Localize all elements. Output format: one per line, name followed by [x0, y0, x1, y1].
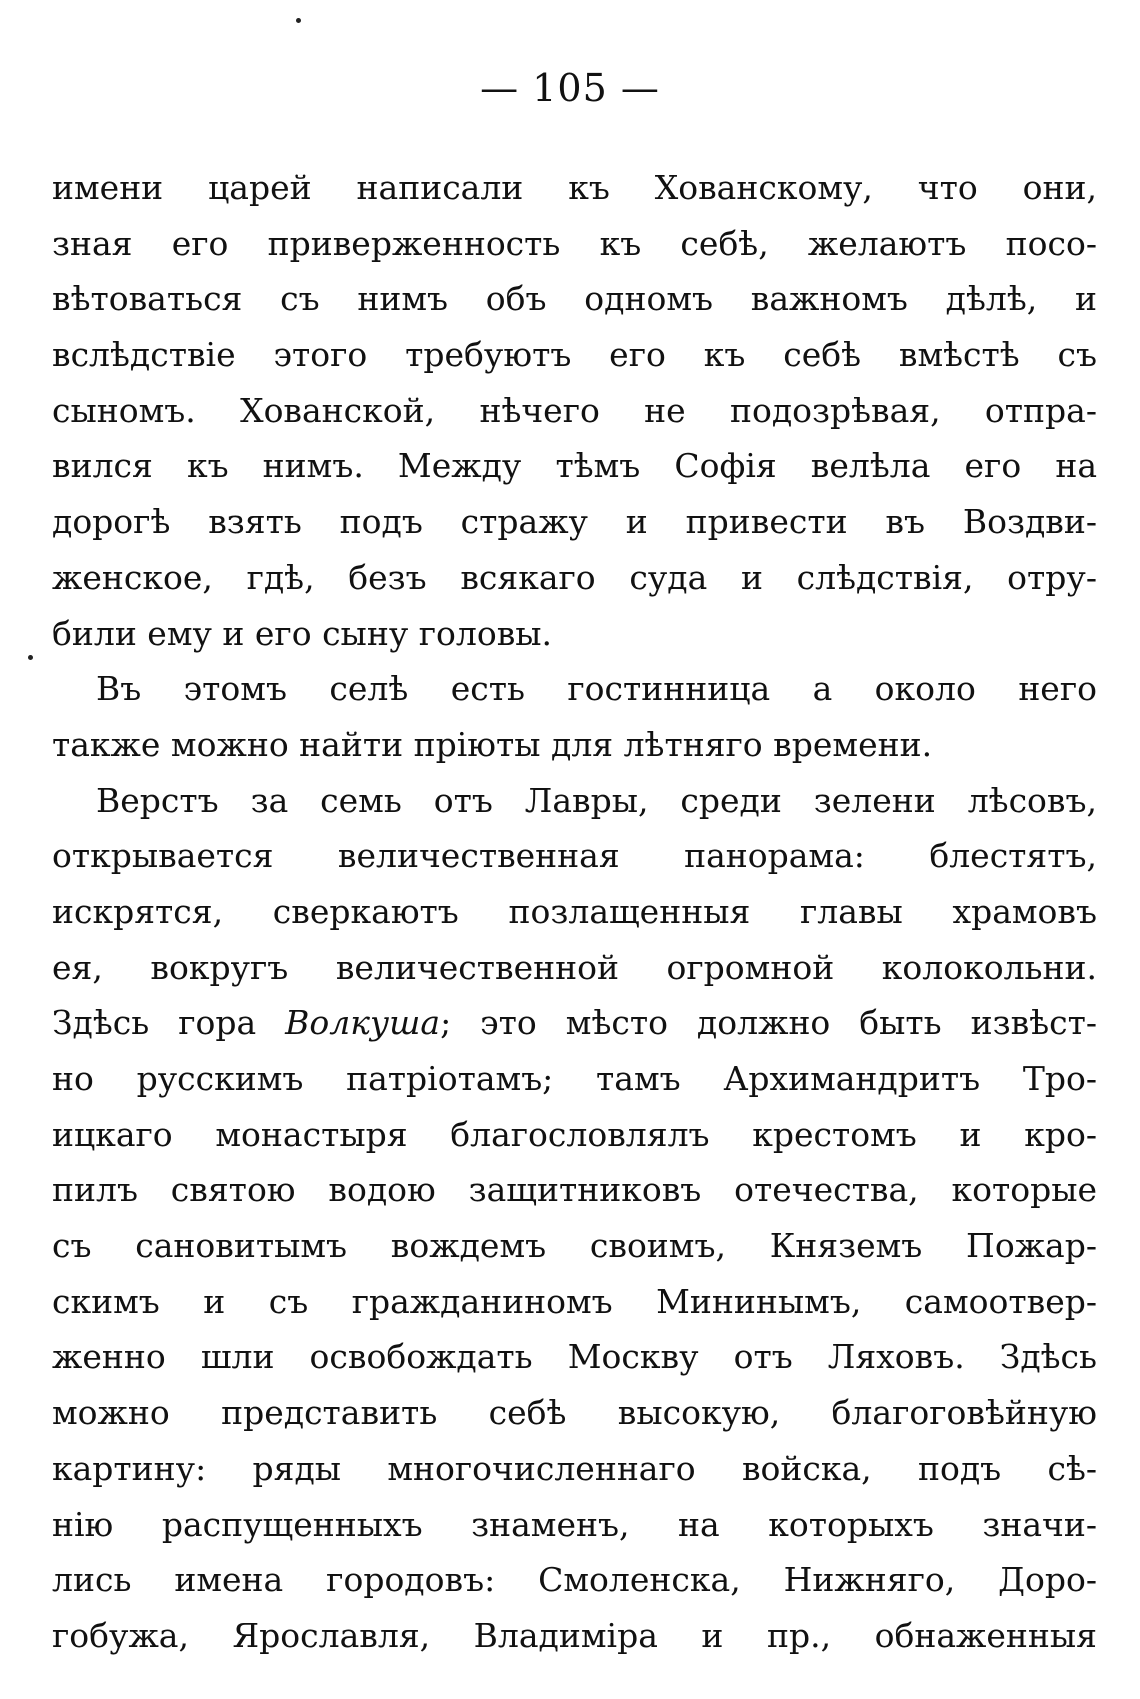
text-line: вѣтоваться съ нимъ объ одномъ важномъ дѣлѣ, и: [52, 279, 1097, 319]
text-line: дорогѣ взять подъ стражу и привести въ Воздви-: [52, 502, 1097, 542]
paragraph-3: [52, 773, 1097, 1664]
text-line: Въ этомъ селѣ есть гостинница а около него: [96, 669, 1097, 709]
text-line: ея, вокругъ величественной огромной колокольни.: [52, 947, 1097, 987]
paragraph-2: [52, 661, 1097, 772]
text-line: вслѣдствіе этого требуютъ его къ себѣ вмѣстѣ съ: [52, 335, 1097, 375]
text-line: искрятся, сверкаютъ позлащенныя главы храмовъ: [52, 891, 1097, 931]
page-body: [52, 160, 1097, 1664]
text-line: но русскимъ патріотамъ; тамъ Архимандритъ Тро-: [52, 1059, 1097, 1098]
text-line: картину: ряды многочисленнаго войска, подъ сѣ-: [52, 1448, 1097, 1488]
text-line: гобужа, Ярославля, Владиміра и пр., обнаженныя: [52, 1615, 1097, 1655]
text-line: били ему и его сыну головы.: [52, 613, 553, 653]
text-line: лись имена городовъ: Смоленска, Нижняго, Доро-: [52, 1560, 1097, 1600]
text-line: вился къ нимъ. Между тѣмъ Софія велѣла его на: [52, 446, 1097, 486]
text-line: женское, гдѣ, безъ всякаго суда и слѣдствія, отру-: [52, 557, 1097, 597]
text-line: можно представить себѣ высокую, благоговѣйную: [52, 1393, 1097, 1433]
text-line: скимъ и съ гражданиномъ Мининымъ, самоотвер-: [52, 1281, 1097, 1321]
text-line: ицкаго монастыря благословлялъ крестомъ и кро-: [52, 1114, 1097, 1154]
text-line: зная его приверженность къ себѣ, желаютъ посо-: [52, 223, 1097, 263]
text-line: также можно найти пріюты для лѣтняго времени.: [52, 724, 933, 764]
ink-speck: [296, 18, 301, 23]
text-line: нію распущенныхъ знаменъ, на которыхъ значи-: [52, 1504, 1097, 1544]
text-line: имени царей написали къ Хованскому, что они,: [52, 168, 1097, 207]
paragraph-1: [52, 160, 1097, 661]
text-line: женно шли освобождать Москву отъ Ляховъ. Здѣсь: [52, 1337, 1097, 1377]
page-number: — 105 —: [480, 66, 660, 110]
ink-speck: [28, 655, 33, 660]
emphasized-word: Волкуша: [285, 1003, 441, 1043]
text-line: Здѣсь гора Волкуша; это мѣсто должно быть извѣст-: [52, 1003, 1097, 1043]
text-line: пилъ святою водою защитниковъ отечества, которые: [52, 1170, 1097, 1210]
text-line: съ сановитымъ вождемъ своимъ, Княземъ Пожар-: [52, 1226, 1097, 1266]
text-line: открывается величественная панорама: блестятъ,: [52, 836, 1097, 876]
text-line: Верстъ за семь отъ Лавры, среди зелени лѣсовъ,: [96, 780, 1097, 820]
text-line: сыномъ. Хованской, нѣчего не подозрѣвая, отпра-: [52, 390, 1097, 430]
